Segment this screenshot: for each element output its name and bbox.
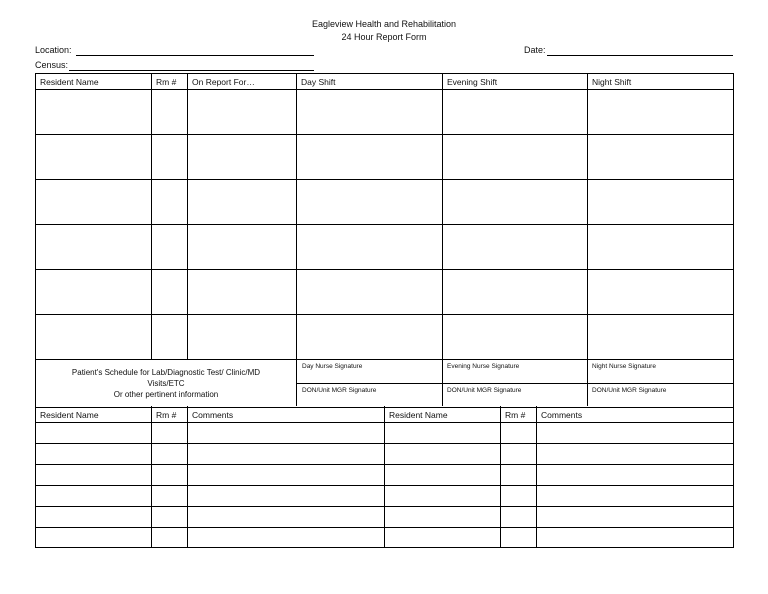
- form-subtitle: 24 Hour Report Form: [341, 32, 427, 42]
- schedule-note-line: Patient's Schedule for Lab/Diagnostic Test/ Clinic/MD: [71, 368, 261, 377]
- comments-col-divider: [500, 406, 501, 547]
- table-col-divider: [151, 73, 152, 359]
- table-row-divider: [35, 359, 733, 360]
- don-unit-mgr-signature-label: DON/Unit MGR Signature: [302, 387, 377, 394]
- table-col-divider: [442, 73, 443, 406]
- col-header-comments: Comments: [541, 410, 583, 420]
- col-header-evening-shift: Evening Shift: [447, 77, 498, 87]
- comments-col-divider: [151, 406, 152, 547]
- table-col-divider: [187, 73, 188, 359]
- col-header-day-shift: Day Shift: [301, 77, 336, 87]
- table-row-divider: [35, 134, 733, 135]
- location-label: Location:: [35, 45, 72, 55]
- col-header-resident-name: Resident Name: [40, 410, 99, 420]
- col-header-room: Rm #: [156, 410, 177, 420]
- col-header-on-report-for: On Report For…: [192, 77, 255, 87]
- col-header-resident-name: Resident Name: [40, 77, 99, 87]
- table-col-divider: [587, 73, 588, 406]
- schedule-note: [36, 367, 296, 400]
- date-label: Date:: [524, 45, 546, 55]
- signature-row-divider: [296, 383, 733, 384]
- location-field[interactable]: [76, 45, 314, 56]
- table-col-divider: [296, 73, 297, 406]
- don-unit-mgr-signature-label: DON/Unit MGR Signature: [447, 387, 522, 394]
- table-row-divider: [35, 269, 733, 270]
- comments-col-divider: [187, 406, 188, 547]
- col-header-comments: Comments: [192, 410, 234, 420]
- night-nurse-signature-label: Night Nurse Signature: [592, 363, 656, 370]
- report-table-border: [35, 73, 734, 408]
- col-header-night-shift: Night Shift: [592, 77, 632, 87]
- schedule-note-line: Visits/ETC: [147, 379, 185, 388]
- table-row-divider: [35, 224, 733, 225]
- schedule-note-line: Or other pertinent information: [113, 390, 219, 399]
- census-label: Census:: [35, 60, 69, 70]
- census-field[interactable]: [69, 60, 314, 71]
- evening-nurse-signature-label: Evening Nurse Signature: [447, 363, 520, 370]
- col-header-room: Rm #: [156, 77, 177, 87]
- form-title: Eagleview Health and Rehabilitation: [311, 19, 457, 29]
- col-header-resident-name: Resident Name: [389, 410, 448, 420]
- table-row-divider: [35, 314, 733, 315]
- day-nurse-signature-label: Day Nurse Signature: [302, 363, 363, 370]
- table-row-divider: [35, 179, 733, 180]
- table-row-divider: [35, 89, 733, 90]
- comments-col-divider: [384, 406, 385, 547]
- comments-col-divider: [536, 406, 537, 547]
- col-header-room: Rm #: [505, 410, 526, 420]
- don-unit-mgr-signature-label: DON/Unit MGR Signature: [592, 387, 667, 394]
- date-field[interactable]: [547, 45, 733, 56]
